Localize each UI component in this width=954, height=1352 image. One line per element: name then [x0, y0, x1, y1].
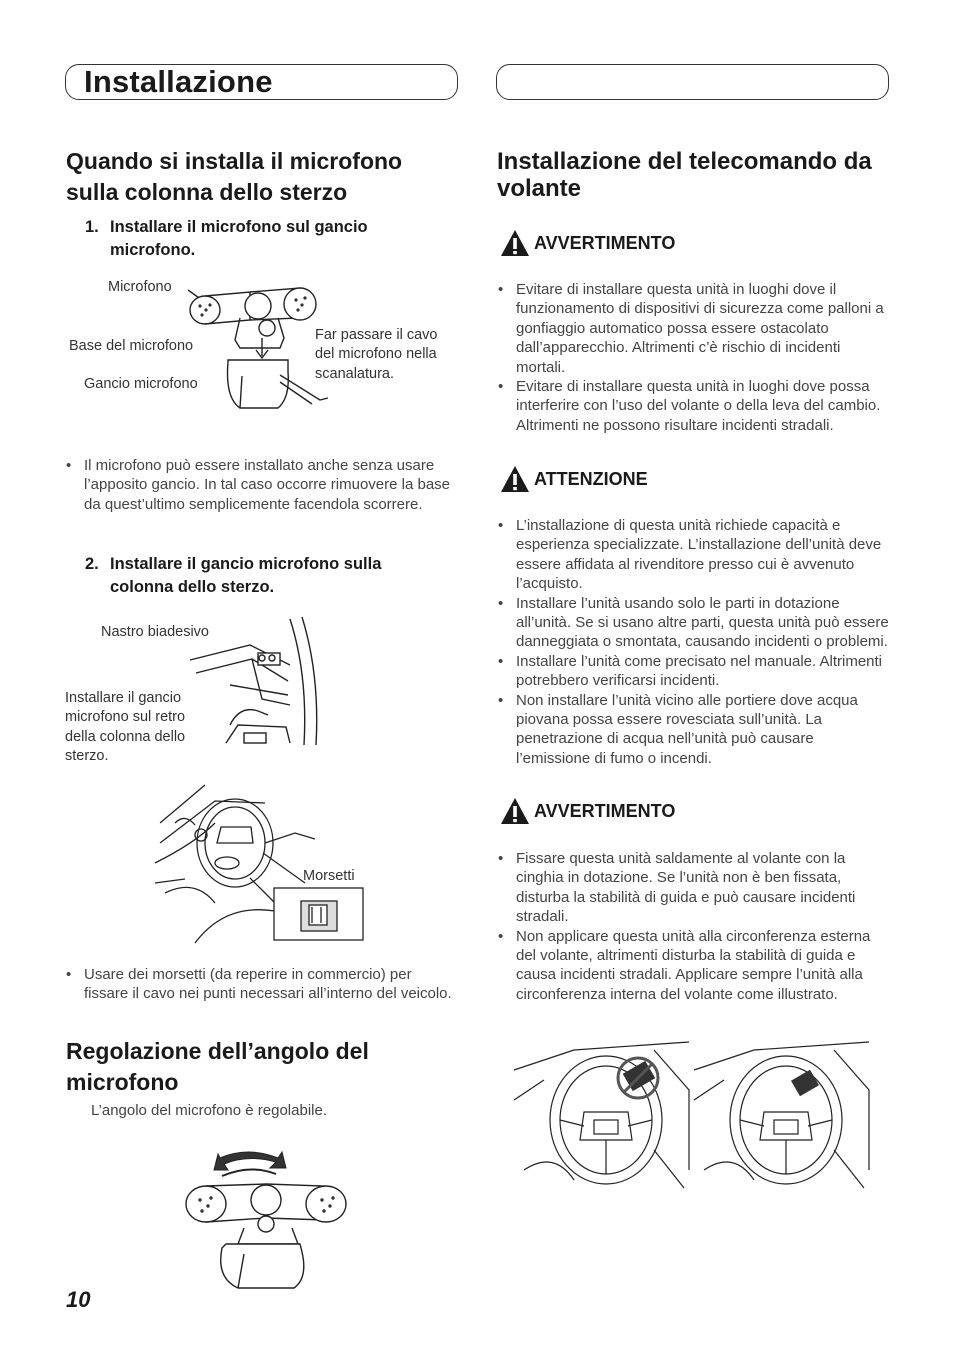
fig1-label-base: Base del microfono [69, 338, 194, 354]
warning-2-item-2: • Non applicare questa unità alla circonferenza esterna del volante, altrimenti disturba la stabilità di guida e causa incidenti stradali. Applicare sempre l’unità alla circonferenza interna del volante come illustrato. [498, 927, 890, 1005]
caution-item-4: • Non installare l’unità vicino alle portiere dove acqua piovana possa essere rovesciata sull’unità. La penetrazione di acqua nell’unità può causare l’emissione di fumo o incendi. [498, 691, 890, 769]
steering-wheel-wrong-illustration [514, 1040, 694, 1190]
dashboard-clamps-illustration [155, 783, 370, 943]
caution-list [498, 516, 890, 768]
caution-label: ATTENZIONE [534, 469, 648, 489]
fig3-label-morsetti: Morsetti [303, 868, 355, 884]
regolazione-body: L’angolo del microfono è regolabile. [91, 1102, 327, 1119]
fig1-label-cavo: Far passare il cavo del microfono nella scanalatura. [315, 327, 438, 382]
microphone-angle-illustration [178, 1148, 348, 1290]
warning-1-item-1: • Evitare di installare questa unità in luoghi dove il funzionamento di dispositivi di sicurezza come palloni a gonfiaggio automatico possa essere ostacolato dall’apparecchio. Altrimenti c’è rischio di incidenti mortali. [498, 280, 890, 377]
steering-column-illustration [190, 615, 335, 747]
fig2-label-nastro: Nastro biadesivo [101, 624, 209, 640]
step-2-text: Installare il gancio microfono sulla colonna dello sterzo. [110, 555, 382, 596]
warning-label-2: AVVERTIMENTO [534, 801, 676, 821]
microphone-hook-illustration [180, 280, 345, 420]
fig1-label-gancio: Gancio microfono [84, 376, 198, 392]
section-title-telecomando: Installazione del telecomando da volante [497, 148, 872, 202]
caution-header [500, 465, 800, 495]
bullet-item: • Il microfono può essere installato anche senza usare l’apposito gancio. In tal caso occorre rimuovere la base da quest’ultimo semplicemente facendola scorrere. [66, 456, 456, 514]
step-2-number: 2. [85, 555, 99, 573]
bullet-list-2 [66, 965, 456, 1004]
warning-triangle-icon [500, 229, 530, 257]
warning-header-1 [500, 229, 800, 259]
page-title: Installazione [84, 64, 273, 99]
fig1-label-microfono: Microfono [108, 279, 172, 295]
section-title-regolazione: Regolazione dell’angolo del microfono [66, 1038, 369, 1095]
step-1 [85, 216, 445, 264]
caution-item-1: • L’installazione di questa unità richiede capacità e esperienza specializzate. L’installazione dell’unità deve essere affidata al rivenditore presso cui è avvenuto l’acquisto. [498, 516, 890, 594]
steering-wheel-correct-illustration [694, 1040, 874, 1190]
warning-1-list [498, 280, 890, 435]
bullet-item: • Usare dei morsetti (da reperire in commercio) per fissare il cavo nei punti necessari all’interno del veicolo. [66, 965, 456, 1004]
caution-item-3: • Installare l’unità come precisato nel manuale. Altrimenti potrebbero verificarsi incidenti. [498, 652, 890, 691]
section-title-microfono-colonna: Quando si installa il microfono sulla colonna dello sterzo [66, 148, 403, 205]
step-2 [85, 553, 445, 601]
step-1-text: Installare il microfono sul gancio microfono. [110, 218, 368, 259]
fig2-label-installare: Installare il gancio microfono sul retro della colonna dello sterzo. [65, 690, 186, 765]
step-1-number: 1. [85, 218, 99, 236]
warning-2-item-1: • Fissare questa unità saldamente al volante con la cinghia in dotazione. Se l’unità non è ben fissata, disturba la stabilità di guida e può causare incidenti stradali. [498, 849, 890, 927]
warning-triangle-icon [500, 465, 530, 493]
warning-1-item-2: • Evitare di installare questa unità in luoghi dove possa interferire con l’uso del volante o della leva del cambio. Altrimenti ne possono risultare incidenti stradali. [498, 377, 890, 435]
bullet-list-1 [66, 456, 456, 514]
warning-label-1: AVVERTIMENTO [534, 233, 676, 253]
page-number: 10 [66, 1287, 91, 1312]
warning-triangle-icon [500, 797, 530, 825]
warning-header-2 [500, 797, 800, 827]
header-right-box [496, 64, 889, 100]
warning-2-list [498, 849, 890, 1004]
caution-item-2: • Installare l’unità usando solo le parti in dotazione all’unità. Se si usano altre parti, questa unità può essere danneggiata o smontata, causando incidenti o problemi. [498, 594, 890, 652]
